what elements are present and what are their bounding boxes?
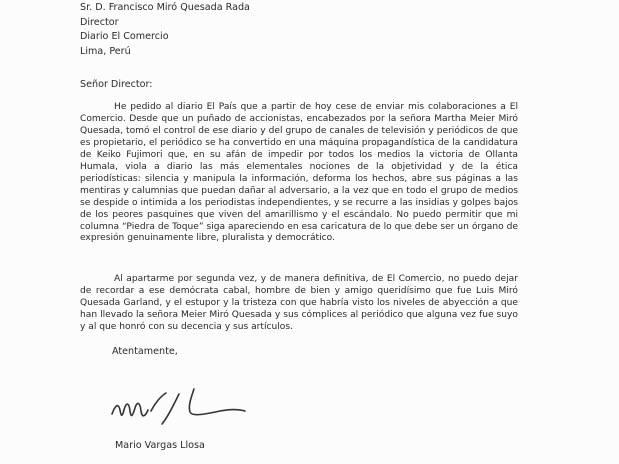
salutation: Señor Director: [80,79,153,90]
recipient-name: Sr. D. Francisco Miró Quesada Rada [80,2,250,13]
body-paragraph-2: Al apartarme por segunda vez, y de manera definitiva, de El Comercio, no puedo dejar de recordar a ese demócrata cabal, hombre de bien y amigo queridísimo que fue Luis Miró Quesada Garland, y el estupor y la tristeza con que habría visto los niveles de abyección a que han llevado la señora Meier Miró Quesada y sus cómplices al periódico que alguna vez fue suyo y al que honró con su decencia y sus artículos. [80,274,518,332]
handwritten-signature [108,384,248,430]
recipient-location: Lima, Perú [80,45,131,57]
closing: Atentamente, [112,346,178,357]
recipient-organization: Diario El Comercio [80,31,169,42]
signer-name: Mario Vargas Llosa [115,440,205,451]
body-paragraph-1: He pedido al diario El País que a partir de hoy cese de enviar mis colaboraciones a El Comercio. Desde que un puñado de accionistas, encabezados por la señora Martha Meier Miró Quesada, tomó el control de ese diario y del grupo de canales de televisión y periódicos de que es propietario, el periódico se ha convertido en una máquina propagandística de la candidatura de Keiko Fujimori que, en su afán de impedir por todos los medios la victoria de Ollanta Humala, viola a diario las más elementales nociones de la objetividad y de la ética periodísticas: silencia y manipula la información, deforma los hechos, abre sus páginas a las mentiras y calumnias que puedan dañar al adversario, a la vez que en todo el grupo de medios se despide o intimida a los periodistas independientes, y se recurre a las insidias y golpes bajos de los peores pasquines que viven del amarillismo y el escándalo. No puedo permitir que mi columna “Piedra de Toque” siga apareciendo en esa caricatura de lo que debe ser un órgano de expresión genuinamente libre, pluralista y democrático. [80,102,518,244]
recipient-title: Director [80,16,119,28]
recipient-address-block [80,1,250,59]
